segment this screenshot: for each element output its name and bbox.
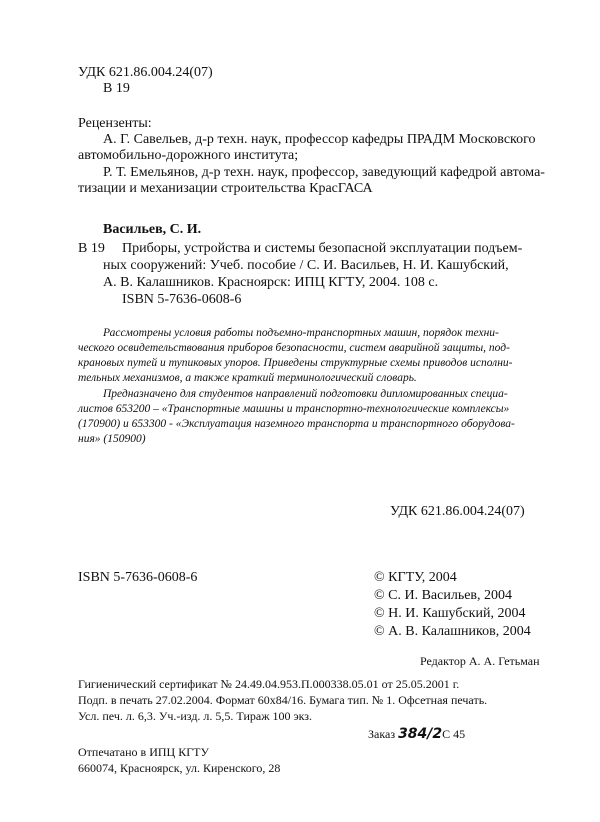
- udc-code-right: УДК 621.86.004.24(07): [390, 504, 525, 519]
- abstract-line: Предназначено для студентов направлений подготовки дипломированных специа-: [103, 388, 508, 400]
- reviewer-line: А. Г. Савельев, д-р техн. наук, профессор кафедры ПРАДМ Московского: [103, 132, 536, 147]
- bib-author: Васильев, С. И.: [103, 222, 202, 237]
- bbk-code: В 19: [103, 81, 130, 96]
- udc-code: УДК 621.86.004.24(07): [78, 65, 213, 80]
- print-info-line: Усл. печ. л. 6,3. Уч.-изд. л. 5,5. Тираж 100 экз.: [78, 709, 313, 723]
- isbn: ISBN 5-7636-0608-6: [78, 570, 198, 585]
- abstract-line: крановых путей и тупиковых упоров. Приведены структурные схемы приводов исполни-: [78, 357, 513, 369]
- abstract-line: (170900) и 653300 - «Эксплуатация наземного транспорта и транспортного оборудова-: [78, 418, 515, 430]
- editor: Редактор А. А. Гетьман: [420, 654, 540, 668]
- abstract-line: ния» (150900): [78, 433, 146, 445]
- copyright-line: © С. И. Васильев, 2004: [374, 588, 513, 603]
- abstract-line: ческого освидетельствования приборов безопасности, систем аварийной защиты, под-: [78, 342, 510, 354]
- abstract-line: Рассмотрены условия работы подъемно-транспортных машин, порядок техни-: [103, 327, 499, 339]
- order-prefix: Заказ: [368, 727, 396, 741]
- copyright-line: © КГТУ, 2004: [374, 570, 457, 585]
- bib-isbn: ISBN 5-7636-0608-6: [122, 292, 242, 307]
- bib-line: ных сооружений: Учеб. пособие / С. И. Васильев, Н. И. Кашубский,: [103, 258, 509, 273]
- abstract-line: листов 653200 – «Транспортные машины и транспортно-технологические комплексы»: [78, 403, 510, 415]
- reviewer-line: тизации и механизации строительства КрасГАСА: [78, 181, 373, 196]
- order-number: [368, 727, 465, 742]
- copyright-line: © А. В. Калашников, 2004: [374, 624, 531, 639]
- reviewers-title: Рецензенты:: [78, 116, 152, 131]
- print-info-line: Гигиенический сертификат № 24.49.04.953.П.000338.05.01 от 25.05.2001 г.: [78, 677, 460, 691]
- printed-at: Отпечатано в ИПЦ КГТУ: [78, 745, 209, 759]
- order-handwritten-number: 384/2: [398, 726, 443, 742]
- reviewer-line: автомобильно-дорожного института;: [78, 148, 299, 163]
- printed-address: 660074, Красноярск, ул. Киренского, 28: [78, 761, 281, 775]
- print-info-line: Подп. в печать 27.02.2004. Формат 60x84/16. Бумага тип. № 1. Офсетная печать.: [78, 693, 488, 707]
- reviewer-line: Р. Т. Емельянов, д-р техн. наук, профессор, заведующий кафедрой автома-: [103, 165, 545, 180]
- order-suffix: С 45: [442, 727, 466, 741]
- bib-line: А. В. Калашников. Красноярск: ИПЦ КГТУ, 2004. 108 с.: [103, 275, 439, 290]
- bib-line: Приборы, устройства и системы безопасной эксплуатации подъем-: [122, 241, 523, 256]
- abstract-line: тельных механизмов, а также краткий терминологический словарь.: [78, 372, 417, 384]
- copyright-line: © Н. И. Кашубский, 2004: [374, 606, 526, 621]
- bib-code: В 19: [78, 241, 105, 256]
